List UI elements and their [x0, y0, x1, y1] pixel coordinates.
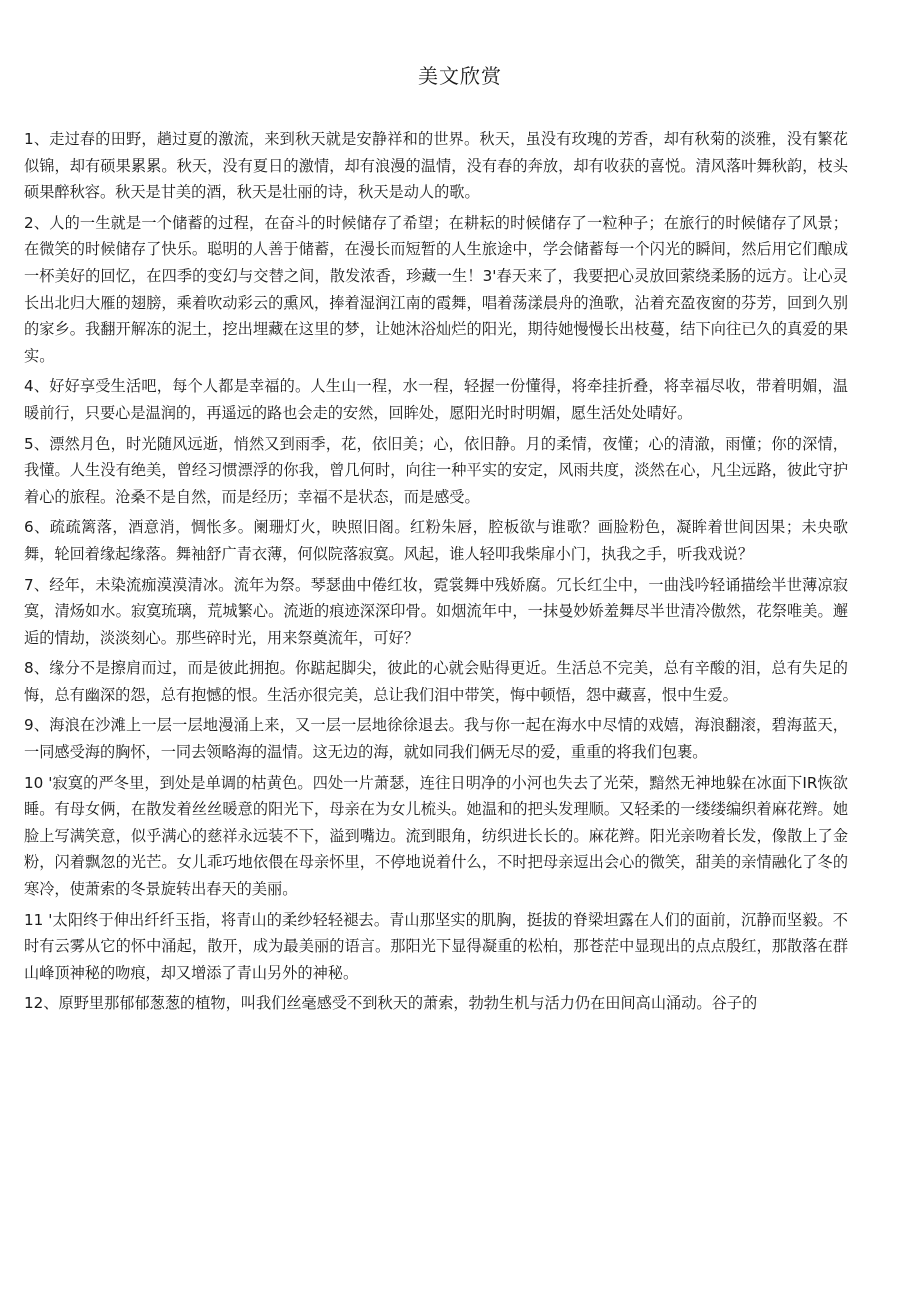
- paragraph-4: 4、好好享受生活吧，每个人都是幸福的。人生山一程，水一程，轻握一份懂得，将牵挂折叠，将幸福尽收，带着明媚，温暖前行，只要心是温润的，再遥远的路也会走的安然，回眸处，愿阳光时时明媚，愿生活处处晴好。: [24, 377, 848, 422]
- paragraph-6: 6、疏疏篱落，酒意消，惆怅多。阑珊灯火，映照旧阁。红粉朱唇，腔板欲与谁歌？画脸粉色，凝眸着世间因果；未央歌舞，轮回着缘起缘落。舞袖舒广青衣薄，何似院落寂寞。风起，谁人轻叩我柴扉小门，执我之手，听我戏说？: [24, 518, 848, 563]
- paragraph-11: 11 '太阳终于伸出纤纤玉指，将青山的柔纱轻轻褪去。青山那坚实的肌胸，挺拔的脊梁坦露在人们的面前，沉静而坚毅。不时有云雾从它的怀中涌起，散开，成为最美丽的语言。那阳光下显得凝重的松柏，那苍茫中显现出的点点殷红，那散落在群山峰顶神秘的吻痕，却又增添了青山另外的神秘。: [24, 910, 848, 982]
- paragraph-8: 8、缘分不是擦肩而过，而是彼此拥抱。你踮起脚尖，彼此的心就会贴得更近。生活总不完美，总有辛酸的泪，总有失足的悔，总有幽深的怨，总有抱憾的恨。生活亦很完美，总让我们泪中带笑，悔中顿悟，怨中藏喜，恨中生爱。: [24, 659, 848, 704]
- paragraph-1: 1、走过春的田野，趟过夏的激流，来到秋天就是安静祥和的世界。秋天，虽没有玫瑰的芳香，却有秋菊的淡雅，没有繁花似锦，却有硕果累累。秋天，没有夏日的激情，却有浪漫的温情，没有春的奔放，却有收获的喜悦。清风落叶舞秋韵，枝头硕果醉秋容。秋天是甘美的酒，秋天是壮丽的诗，秋天是动人的歌。: [24, 130, 848, 202]
- paragraph-2: 2、人的一生就是一个储蓄的过程，在奋斗的时候储存了希望；在耕耘的时候储存了一粒种子；在旅行的时候储存了风景；在微笑的时候储存了快乐。聪明的人善于储蓄，在漫长而短暂的人生旅途中，学会储蓄每一个闪光的瞬间，然后用它们酿成一杯美好的回忆，在四季的变幻与交替之间，散发浓香，珍藏一生！3'春天来了，我要把心灵放回萦绕柔肠的远方。让心灵长出北归大雁的翅膀，乘着吹动彩云的熏风，捧着湿润江南的霞舞，唱着荡漾晨舟的渔歌，沾着充盈夜窗的芬芳，回到久别的家乡。我翻开解冻的泥土，挖出埋藏在这里的梦，让她沐浴灿烂的阳光，期待她慢慢长出枝蔓，结下向往已久的真爱的果实。: [24, 213, 848, 365]
- paragraph-12: 12、原野里那郁郁葱葱的植物，叫我们丝毫感受不到秋天的萧索，勃勃生机与活力仍在田间高山涌动。谷子的: [24, 994, 758, 1013]
- document-body: [24, 126, 848, 1017]
- paragraph-9: 9、海浪在沙滩上一层一层地漫涌上来，又一层一层地徐徐退去。我与你一起在海水中尽情的戏嬉，海浪翻滚，碧海蓝天，一同感受海的胸怀，一同去领略海的温情。这无边的海，就如同我们俩无尽的爱，重重的将我们包裹。: [24, 716, 848, 762]
- paragraph-7: 7、经年，未染流痂漠漠清冰。流年为祭。琴瑟曲中倦红妆，霓裳舞中残娇腐。冗长红尘中，一曲浅吟轻诵描绘半世薄凉寂寞，清炀如水。寂寞琉璃，荒城繁心。流逝的痕迹深深印骨。如烟流年中，一抹曼妙娇羞舞尽半世清冷傲然，花祭唯美。邂逅的情劫，淡淡刻心。那些碎时光，用来祭奠流年，可好？: [24, 575, 848, 647]
- paragraph-10: 10 '寂寞的严冬里，到处是单调的枯黄色。四处一片萧瑟，连往日明净的小河也失去了光荣，黯然无神地躲在冰面下IR恢欲睡。有母女俩，在散发着丝丝暖意的阳光下，母亲在为女儿梳头。她温和的把头发理顺。又轻柔的一缕缕编织着麻花辫。她脸上写满笑意，似乎满心的慈祥永远装不下，溢到嘴边。流到眼角，纺织进长长的。麻花辫。阳光亲吻着长发，像散上了金粉，闪着飘忽的光芒。女儿乖巧地依偎在母亲怀里，不停地说着什么，不时把母亲逗出会心的微笑，甜美的亲情融化了冬的寒冷，使萧索的冬景旋转出春天的美丽。: [24, 773, 848, 899]
- paragraph-5: 5、漂然月色，时光随风远逝，悄然又到雨季，花，依旧美；心，依旧静。月的柔情，夜懂；心的清澈，雨懂；你的深情，我懂。人生没有绝美，曾经习惯漂浮的你我，曾几何时，向往一种平实的安定，风雨共度，淡然在心，凡尘远路，彼此守护着心的旅程。沧桑不是自然，而是经历；幸福不是状态，而是感受。: [24, 434, 848, 506]
- document-title: 美文欣赏: [418, 64, 502, 88]
